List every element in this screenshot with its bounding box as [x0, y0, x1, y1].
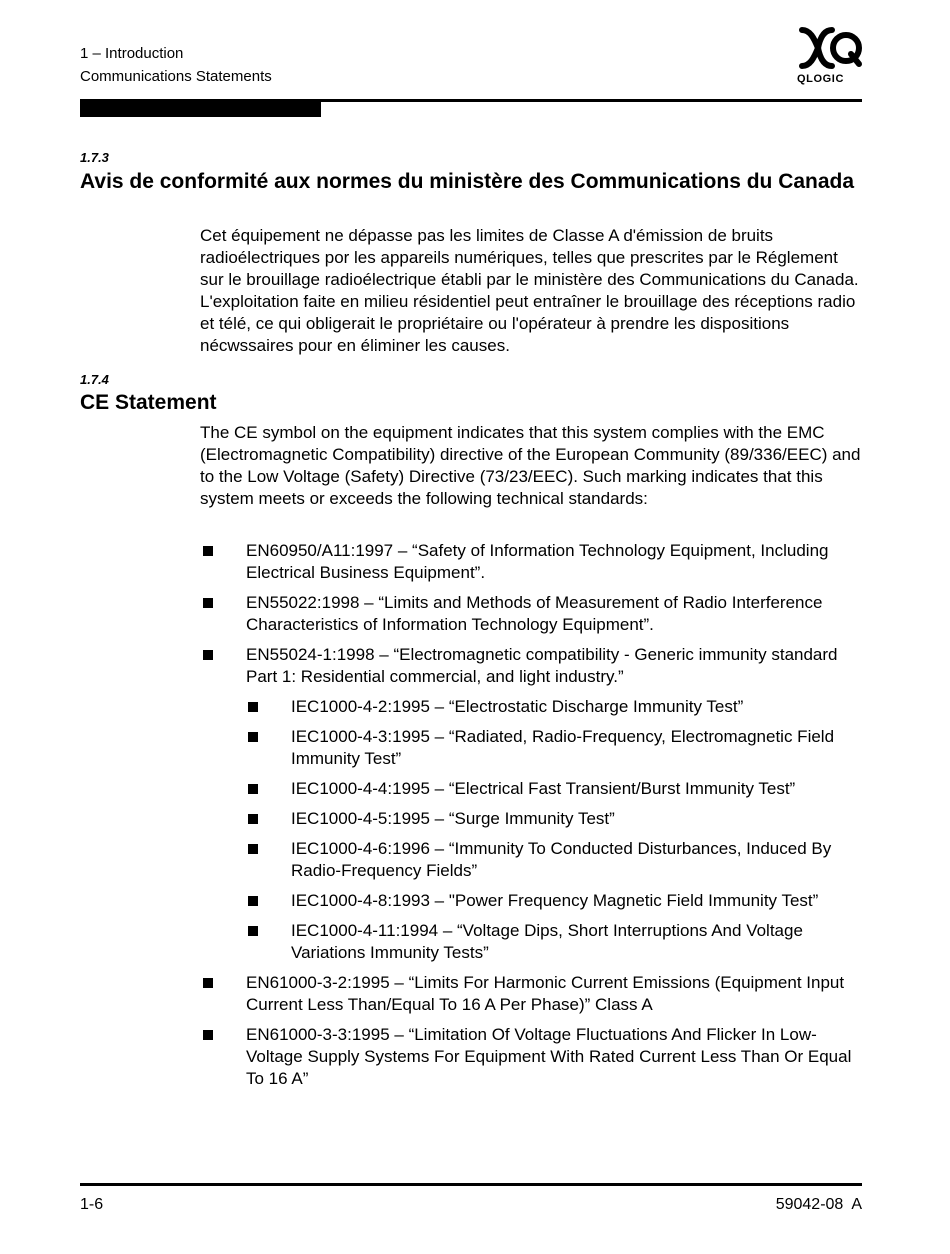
list-item-text: IEC1000-4-8:1993 – "Power Frequency Magnetic Field Immunity Test”: [291, 891, 819, 910]
bullet-icon: [248, 732, 258, 742]
list-item: [200, 920, 870, 964]
bullet-icon: [248, 814, 258, 824]
logo-text: QLOGIC: [797, 73, 844, 85]
list-item-text: EN55022:1998 – “Limits and Methods of Measurement of Radio Interference Characteristics of Information Technology Equipment”.: [246, 593, 823, 634]
header-rule-block: [80, 102, 321, 117]
bullet-icon: [203, 598, 213, 608]
bullet-icon: [203, 650, 213, 660]
list-item: [200, 644, 870, 688]
list-item-text: IEC1000-4-5:1995 – “Surge Immunity Test”: [291, 809, 615, 828]
document-id: 59042-08 A: [775, 1196, 862, 1213]
list-item-text: EN61000-3-3:1995 – “Limitation Of Voltage Fluctuations And Flicker In Low-Voltage Supply Systems For Equipment With Rated Current Less Than Or Equal To 16 A”: [246, 1025, 852, 1088]
standards-list: [200, 540, 870, 1098]
list-item-text: IEC1000-4-2:1995 – “Electrostatic Discharge Immunity Test”: [291, 697, 744, 716]
bullet-icon: [248, 896, 258, 906]
header-section: Communications Statements: [80, 68, 272, 85]
list-item: [200, 696, 870, 718]
section-body: Cet équipement ne dépasse pas les limites de Classe A d'émission de bruits radioélectriques por les appareils numériques, telles que prescrites par le Réglement sur le brouillage radioélectrique établi par le ministère des Communications du Canada. L'exploitation faite en milieu résidentiel peut entraîner le brouillage des réceptions radio et télé, ce qui obligerait le propriétaire ou l'opérateur à prendre les dispositions nécwssaires pour en éliminer les causes.: [200, 226, 859, 355]
footer-rule: [80, 1183, 862, 1186]
header-chapter: 1 – Introduction: [80, 45, 184, 62]
bullet-icon: [203, 978, 213, 988]
section-number: 1.7.4: [80, 372, 109, 387]
list-item: [200, 592, 870, 636]
list-item: [200, 972, 870, 1016]
bullet-icon: [203, 1030, 213, 1040]
bullet-icon: [248, 926, 258, 936]
list-item: [200, 808, 870, 830]
list-item-text: IEC1000-4-3:1995 – “Radiated, Radio-Frequency, Electromagnetic Field Immunity Test”: [291, 727, 835, 768]
list-item: [200, 778, 870, 800]
page-number: 1-6: [80, 1196, 104, 1213]
list-item: [200, 1024, 870, 1090]
section-title: CE Statement: [80, 391, 217, 414]
list-item-text: EN61000-3-2:1995 – “Limits For Harmonic Current Emissions (Equipment Input Current Less Than/Equal To 16 A Per Phase)” Class A: [246, 973, 845, 1014]
section-number: 1.7.3: [80, 150, 109, 165]
list-item: [200, 726, 870, 770]
list-item: [200, 540, 870, 584]
section-title: Avis de conformité aux normes du ministère des Communications du Canada: [80, 170, 855, 193]
list-item-text: IEC1000-4-11:1994 – “Voltage Dips, Short Interruptions And Voltage Variations Immunity Tests”: [291, 921, 803, 962]
list-item-text: IEC1000-4-6:1996 – “Immunity To Conducted Disturbances, Induced By Radio-Frequency Fields”: [291, 839, 832, 880]
bullet-icon: [203, 546, 213, 556]
bullet-icon: [248, 784, 258, 794]
bullet-icon: [248, 844, 258, 854]
list-item: [200, 838, 870, 882]
list-item: [200, 890, 870, 912]
list-item-text: IEC1000-4-4:1995 – “Electrical Fast Transient/Burst Immunity Test”: [291, 779, 796, 798]
list-item-text: EN55024-1:1998 – “Electromagnetic compatibility - Generic immunity standard Part 1: Residential commercial, and light industry.”: [246, 645, 838, 686]
list-item-text: EN60950/A11:1997 – “Safety of Information Technology Equipment, Including Electrical Business Equipment”.: [246, 541, 829, 582]
bullet-icon: [248, 702, 258, 712]
section-body: The CE symbol on the equipment indicates that this system complies with the EMC (Electromagnetic Compatibility) directive of the European Community (89/336/EEC) and to the Low Voltage (Safety) Directive (73/23/EEC). Such marking indicates that this system meets or exceeds the following technical standards:: [200, 423, 861, 508]
